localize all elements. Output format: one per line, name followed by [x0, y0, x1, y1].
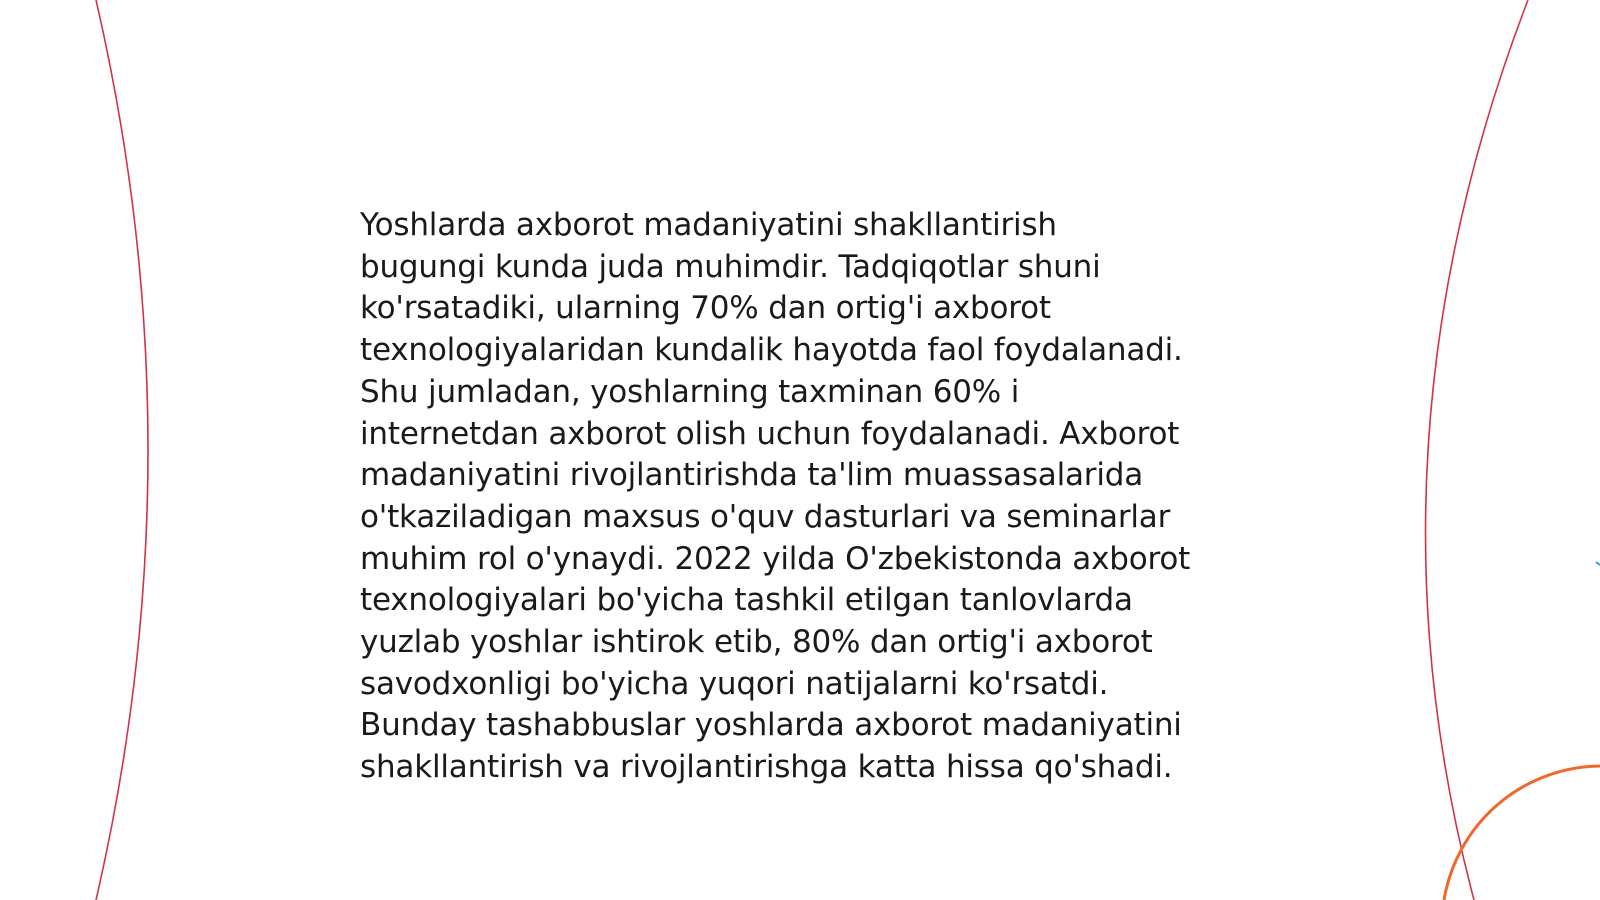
orange-circle-arc — [1444, 766, 1600, 900]
teal-accent-mark — [1596, 562, 1600, 565]
body-paragraph: Yoshlarda axborot madaniyatini shakllantirish bugungi kunda juda muhimdir. Tadqiqotlar shuni ko'rsatadiki, ularning 70% dan ortig'i axborot texnologiyalaridan kundalik hayotda faol foydalanadi. Shu jumladan, yoshlarning taxminan 60% i internetdan axborot olish uchun foydalanadi. Axborot madaniyatini rivojlantirishda ta'lim muassasalarida o'tkaziladigan maxsus o'quv dasturlari va seminarlar muhim rol o'ynaydi. 2022 yilda O'zbekistonda axborot texnologiyalari bo'yicha tashkil etilgan tanlovlarda yuzlab yoshlar ishtirok etib, 80% dan ortig'i axborot savodxonligi bo'yicha yuqori natijalarni ko'rsatdi. Bunday tashabbuslar yoshlarda axborot madaniyatini shakllantirish va rivojlantirishga katta hissa qo'shadi. — [360, 207, 1191, 786]
right-arc-line — [1426, 0, 1528, 900]
left-arc-line — [96, 0, 148, 900]
